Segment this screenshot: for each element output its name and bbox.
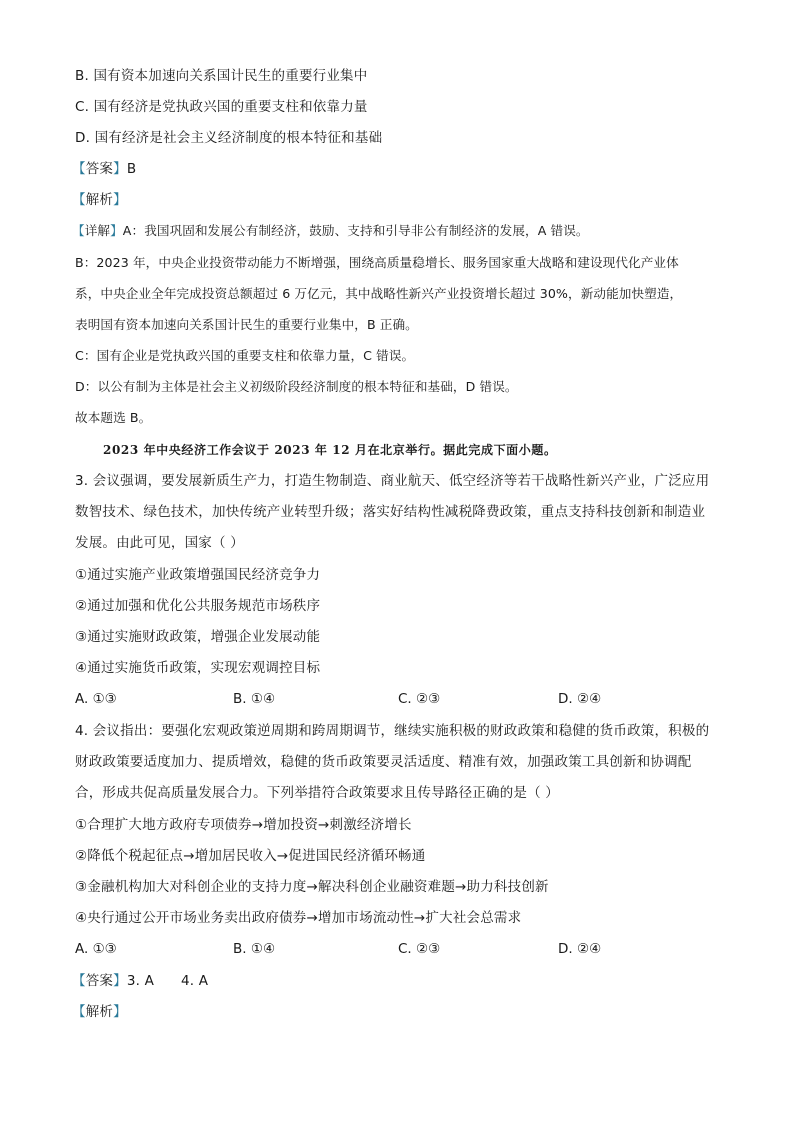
q4-stem-line-2: 财政政策要适度加力、提质增效，稳健的货币政策要灵活适度、精准有效，加强政策工具创新和协调配 [75, 754, 692, 770]
q4-choice-c: C. ②③ [398, 941, 441, 957]
analysis-tag: 解析 [85, 192, 114, 208]
q3-item-4: ④通过实施货币政策，实现宏观调控目标 [75, 660, 321, 676]
q4-item-4: ④央行通过公开市场业务卖出政府债券→增加市场流动性→扩大社会总需求 [75, 910, 522, 926]
bracket-right-icon: 】 [113, 1004, 127, 1020]
detail-b-line-2: 系，中央企业全年完成投资总额超过 6 万亿元，其中战略性新兴产业投资增长超过 30%，新动能加快塑造， [75, 286, 683, 301]
bracket-left-icon: 【 [72, 192, 86, 208]
material-intro: 2023 年中央经济工作会议于 2023 年 12 月在北京举行。据此完成下面小题。 [103, 443, 557, 457]
final-analysis-line [72, 1003, 127, 1021]
conclusion-line: 故本题选 B。 [75, 410, 152, 425]
bracket-left-icon: 【 [72, 973, 86, 989]
q3-choice-c: C. ②③ [398, 691, 441, 707]
q4-item-2: ②降低个税起征点→增加居民收入→促进国民经济循环畅通 [75, 848, 426, 864]
detail-a-line [72, 222, 589, 240]
q3-item-2: ②通过加强和优化公共服务规范市场秩序 [75, 598, 321, 614]
answer-value: B [126, 161, 137, 177]
q4-choice-a: A. ①③ [75, 941, 117, 957]
q4-stem-line-1: 4. 会议指出：要强化宏观政策逆周期和跨周期调节，继续实施积极的财政政策和稳健的货币政策，积极的 [75, 723, 710, 739]
prev-analysis-line [72, 191, 127, 209]
bracket-right-icon: 】 [113, 161, 127, 177]
answers-tag: 答案 [85, 973, 114, 989]
prev-option-d: D. 国有经济是社会主义经济制度的根本特征和基础 [75, 130, 383, 146]
prev-option-b: B. 国有资本加速向关系国计民生的重要行业集中 [75, 68, 368, 84]
bracket-left-icon: 【 [72, 223, 85, 238]
answer-tag: 答案 [85, 161, 114, 177]
bracket-left-icon: 【 [72, 161, 86, 177]
q4-stem-line-3: 合，形成共促高质量发展合力。下列举措符合政策要求且传导路径正确的是（ ） [75, 785, 559, 801]
detail-d-line: D：以公有制为主体是社会主义初级阶段经济制度的根本特征和基础，D 错误。 [75, 379, 518, 394]
bracket-right-icon: 】 [110, 223, 123, 238]
q3-choice-d: D. ②④ [558, 691, 602, 707]
q4-item-3: ③金融机构加大对科创企业的支持力度→解决科创企业融资难题→助力科技创新 [75, 879, 549, 895]
q3-choice-a: A. ①③ [75, 691, 117, 707]
q4-item-1: ①合理扩大地方政府专项债券→增加投资→刺激经济增长 [75, 817, 412, 833]
q3-stem-line-3: 发展。由此可见，国家（ ） [75, 535, 244, 551]
detail-a-text: A：我国巩固和发展公有制经济，鼓励、支持和引导非公有制经济的发展，A 错误。 [122, 223, 589, 238]
bracket-right-icon: 】 [113, 973, 127, 989]
answers-value: 3. A 4. A [126, 973, 209, 989]
detail-b-line-1: B：2023 年，中央企业投资带动能力不断增强，围绕高质量稳增长、服务国家重大战略和建设现代化产业体 [75, 255, 679, 270]
prev-option-c: C. 国有经济是党执政兴国的重要支柱和依靠力量 [75, 99, 368, 115]
detail-tag: 详解 [84, 223, 111, 238]
q3-item-1: ①通过实施产业政策增强国民经济竞争力 [75, 567, 321, 583]
q4-choice-b: B. ①④ [233, 941, 276, 957]
prev-answer-line [72, 160, 136, 178]
detail-b-line-3: 表明国有资本加速向关系国计民生的重要行业集中，B 正确。 [75, 317, 418, 332]
bracket-left-icon: 【 [72, 1004, 86, 1020]
detail-c-line: C：国有企业是党执政兴国的重要支柱和依靠力量，C 错误。 [75, 348, 415, 363]
answers-line [72, 972, 208, 990]
q3-stem-line-2: 数智技术、绿色技术，加快传统产业转型升级；落实好结构性减税降费政策，重点支持科技创新和制造业 [75, 504, 706, 520]
q4-choice-d: D. ②④ [558, 941, 602, 957]
bracket-right-icon: 】 [113, 192, 127, 208]
q3-item-3: ③通过实施财政政策，增强企业发展动能 [75, 629, 321, 645]
final-analysis-tag: 解析 [85, 1004, 114, 1020]
q3-choice-b: B. ①④ [233, 691, 276, 707]
q3-stem-line-1: 3. 会议强调，要发展新质生产力，打造生物制造、商业航天、低空经济等若干战略性新兴产业，广泛应用 [75, 473, 710, 489]
